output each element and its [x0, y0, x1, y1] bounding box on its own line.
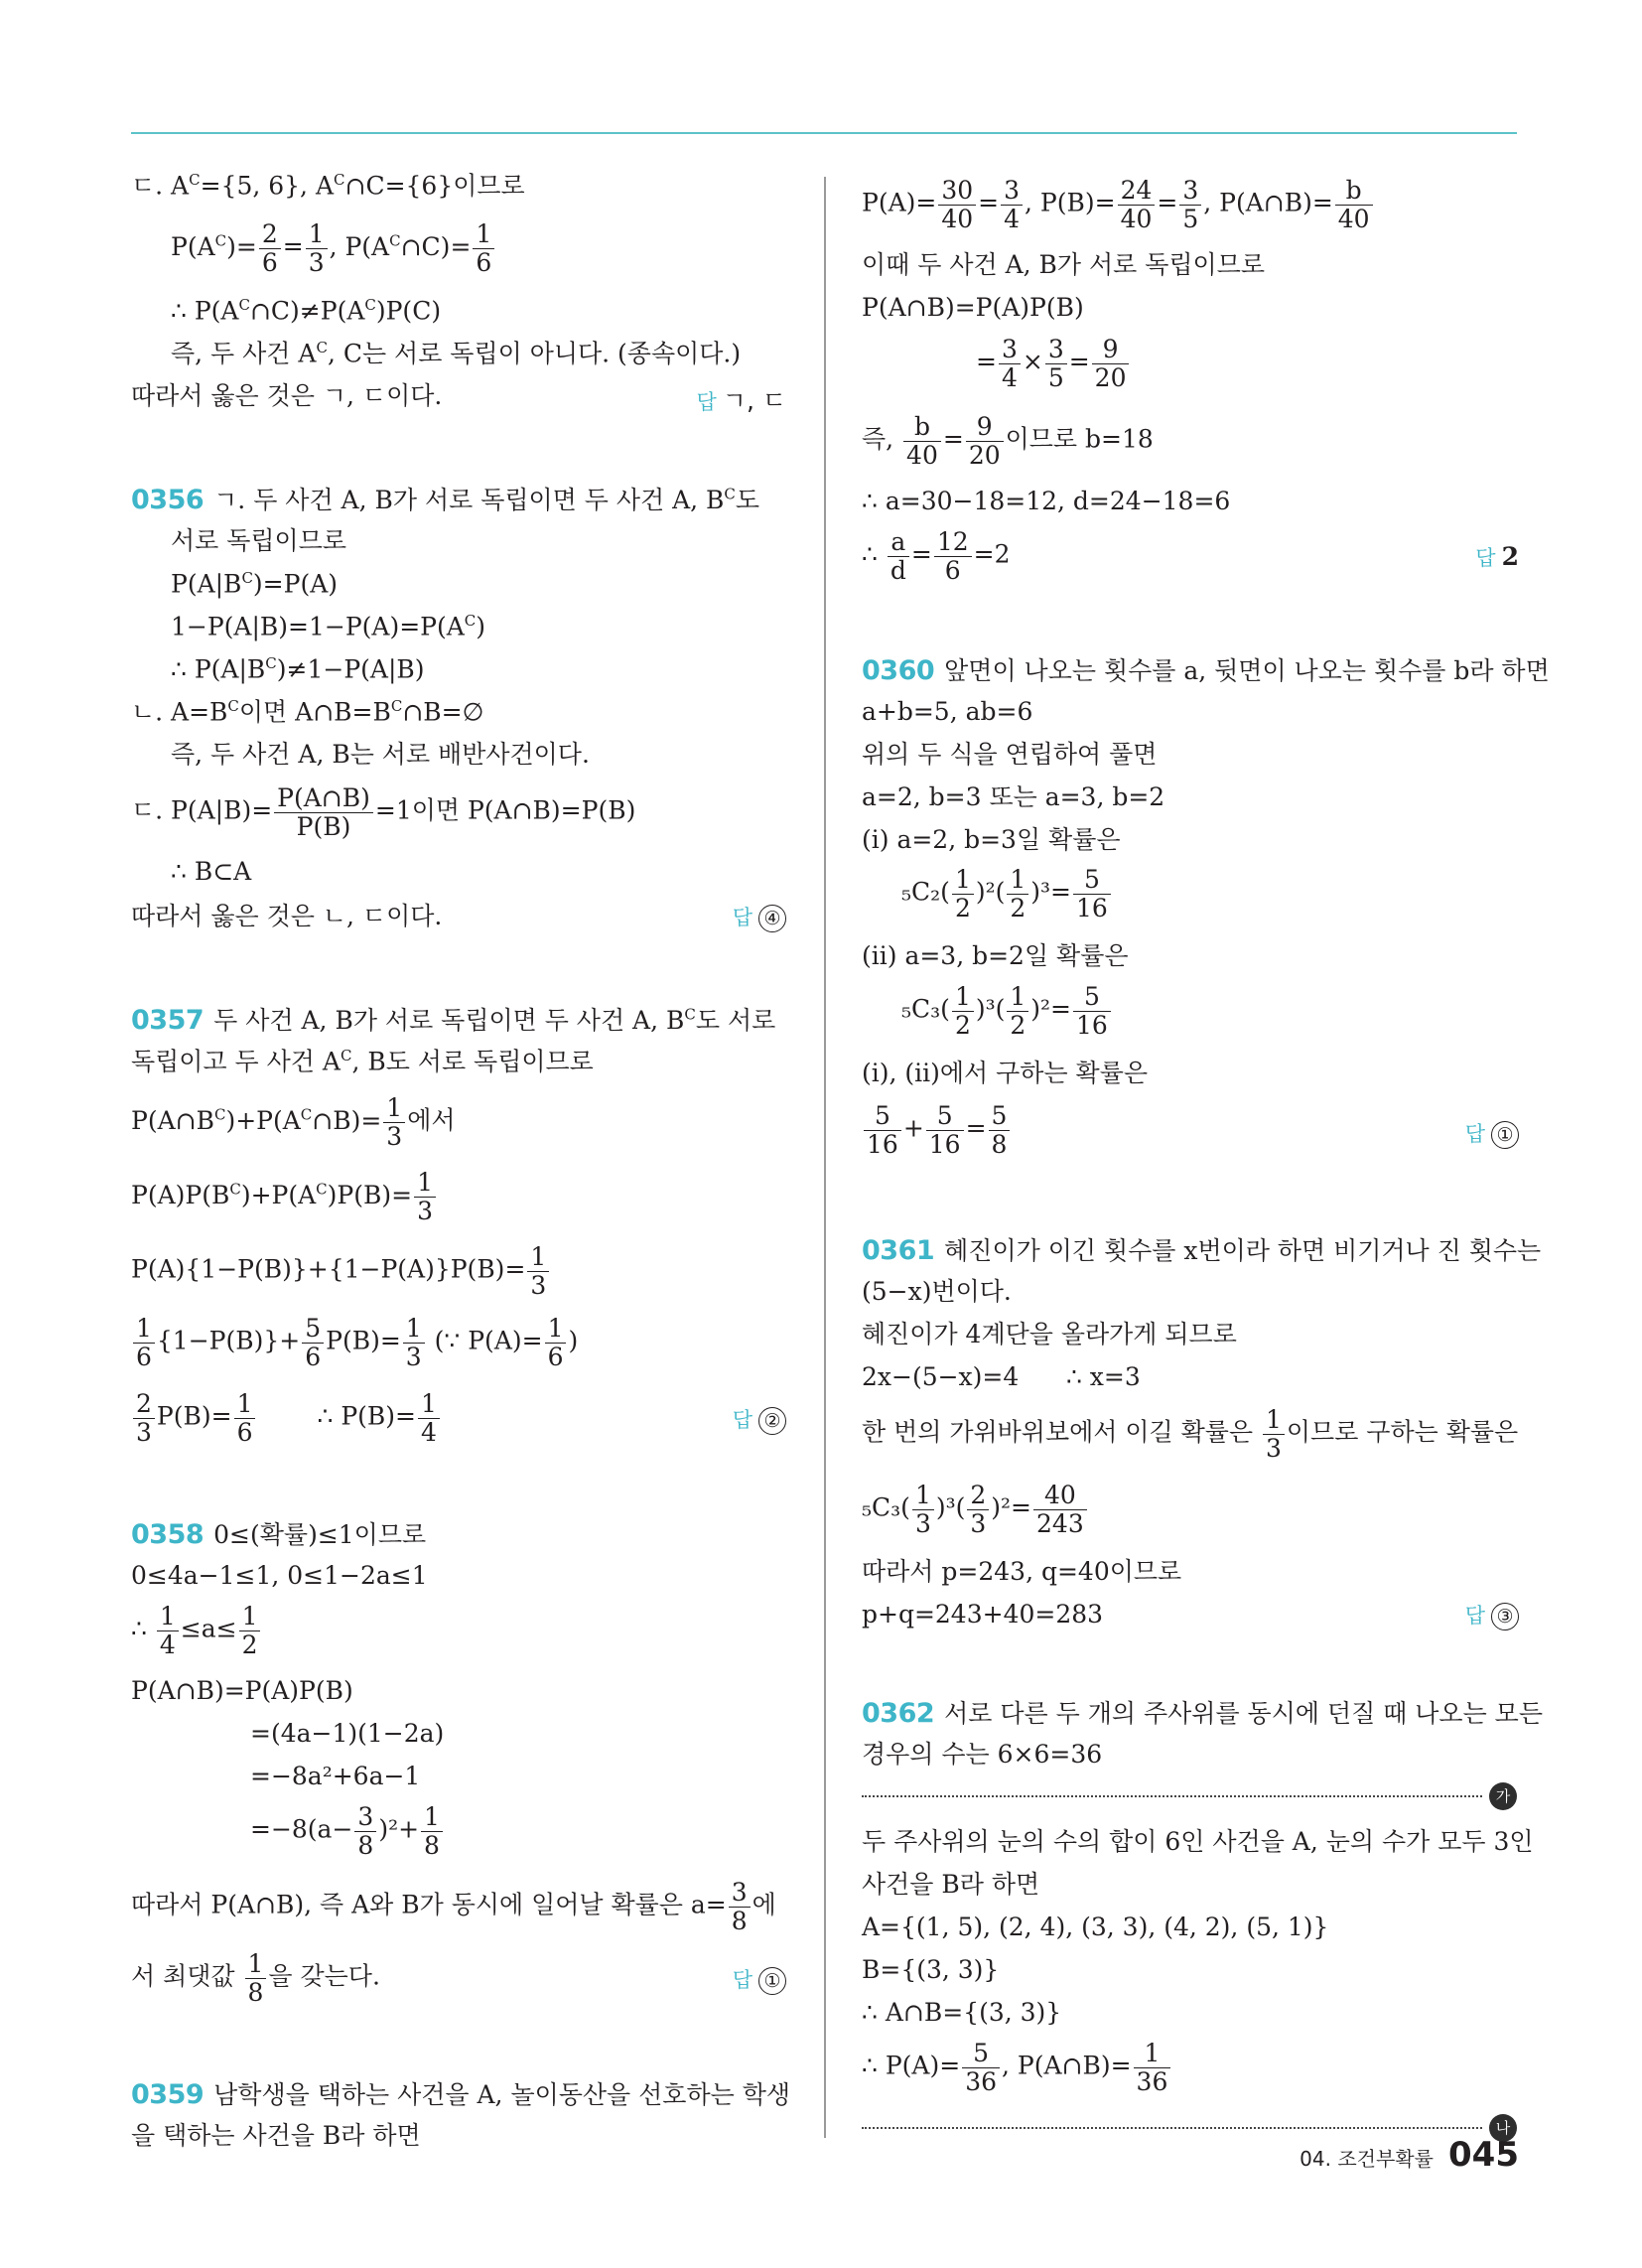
formula-line: $\frac{1}{6}$ {1−P(B)}+ $\frac{5}{6}$ P(B)= $\frac{1}{3}$ (∵ P(A)= $\frac{1}{6}$ ): [131, 1315, 578, 1370]
text-line: 2x−(5−x)=4 ∴ x=3: [862, 1362, 1141, 1391]
problem-0358-heading: 0358 0≤(확률)≤1이므로: [131, 1519, 427, 1550]
answer: 답 ①: [733, 1964, 786, 1995]
text-line: P(A∩B)=P(A)P(B): [131, 1676, 353, 1705]
formula-line: ∴ $\frac{a}{d}$ = $\frac{12}{6}$ =2: [862, 527, 1011, 585]
text-line: p+q=243+40=283: [862, 1600, 1104, 1629]
text-line: P(A∩B)=P(A)P(B): [862, 293, 1084, 322]
text-line: 을 택하는 사건을 B라 하면: [131, 2121, 421, 2150]
text-line: =(4a−1)(1−2a): [250, 1719, 445, 1748]
formula-line: 서 최댓값 $\frac{1}{8}$ 을 갖는다.: [131, 1949, 380, 2007]
formula-line: =−8(a− $\frac{3}{8}$ )²+ $\frac{1}{8}$: [131, 1803, 445, 1859]
formula-line: ∴ $\frac{1}{4}$ ≤a≤ $\frac{1}{2}$: [131, 1603, 262, 1658]
text-line: 두 주사위의 눈의 수의 합이 6인 사건을 A, 눈의 수가 모두 3인: [862, 1827, 1534, 1856]
text-line: (ⅱ) a=3, b=2일 확률은: [862, 941, 1129, 970]
answer: 답 2: [1475, 542, 1519, 571]
step-marker: 나: [1489, 2114, 1517, 2142]
answer: 답 ④: [733, 902, 786, 932]
formula-line: ₅C₂( $\frac{1}{2}$ )²( $\frac{1}{2}$ )³= $\frac{5}{16}$: [862, 866, 1113, 921]
text-line: 0≤4a−1≤1, 0≤1−2a≤1: [131, 1561, 428, 1590]
problem-0359-heading: 0359 남학생을 택하는 사건을 A, 놀이동산을 선호하는 학생: [131, 2079, 790, 2110]
text-line: 즉, 두 사건 $A^C$, C는 서로 독립이 아니다. (종속이다.): [171, 339, 742, 368]
text-line: 따라서 옳은 것은 ㄴ, ㄷ이다.: [131, 902, 443, 930]
step-marker: 가: [1489, 1782, 1517, 1810]
text-line: ∴ a=30−18=12, d=24−18=6: [862, 487, 1231, 515]
formula-line: $\frac{2}{3}$ P(B)= $\frac{1}{6}$ ∴ P(B)= $\frac{1}{4}$: [131, 1390, 442, 1446]
answer: 답 ③: [1465, 1600, 1519, 1630]
formula-line: ₅C₃( $\frac{1}{3}$ )³( $\frac{2}{3}$ )²= $\frac{40}{243}$: [862, 1482, 1089, 1537]
problem-0356-heading: 0356 ㄱ. 두 사건 A, B가 서로 독립이면 두 사건 A, $B^C$도: [131, 485, 760, 515]
text-line: $1-P(A|B)=1-P(A)=P(A^C)$: [171, 612, 486, 641]
answer: 답 ㄱ, ㄷ: [696, 386, 786, 415]
text-line: ㄷ. $A^C=\{5$, 6}, $A^C\cap C=\{6\}$이므로: [131, 171, 525, 201]
dotted-separator: [862, 2127, 1482, 2129]
formula-line: $P(A\cap B^C)+P(A^C\cap B)=$ $\frac{1}{3}$ 에서: [131, 1093, 456, 1151]
text-line: ∴ B⊂A: [171, 857, 252, 886]
formula-line: $\frac{5}{16}$ + $\frac{5}{16}$ = $\frac{5}{8}$: [862, 1102, 1012, 1158]
text-line: 독립이고 두 사건 $A^C$, B도 서로 독립이므로: [131, 1047, 594, 1076]
text-line: $P(A|B^C)=P(A)$: [171, 569, 339, 599]
formula-line: ㄷ. P(A|B)= $\frac{P(A\cap B)}{P(B)}$ =1이면 P(A∩B)=P(B): [131, 783, 636, 841]
problem-0362-heading: 0362 서로 다른 두 개의 주사위를 동시에 던질 때 나오는 모든: [862, 1698, 1543, 1729]
text-line: 따라서 p=243, q=40이므로: [862, 1557, 1182, 1586]
text-line: 위의 두 식을 연립하여 풀면: [862, 740, 1158, 769]
answer: 답 ①: [1465, 1118, 1519, 1149]
problem-0357-heading: 0357 두 사건 A, B가 서로 독립이면 두 사건 A, $B^C$도 서로: [131, 1005, 776, 1036]
text-line: =−8a²+6a−1: [250, 1762, 421, 1790]
formula-line: 한 번의 가위바위보에서 이길 확률은 $\frac{1}{3}$ 이므로 구하는 확률은: [862, 1405, 1519, 1463]
problem-0360-heading: 0360 앞면이 나오는 횟수를 a, 뒷면이 나오는 횟수를 b라 하면: [862, 655, 1550, 686]
text-line: ∴ $P(A^C\cap C)\ne P(A^C)P(C)$: [171, 296, 442, 326]
text-line: (5−x)번이다.: [862, 1277, 1012, 1306]
text-line: 따라서 옳은 것은 ㄱ, ㄷ이다.: [131, 381, 443, 410]
text-line: 서로 독립이므로: [171, 526, 346, 555]
dotted-separator: [862, 1795, 1482, 1797]
formula-line: $P(A^C)=$ $\frac{2}{6}$ = $\frac{1}{3}$ , $P(A^C\cap C)=$ $\frac{1}{6}$: [131, 220, 496, 276]
formula-line: 따라서 P(A∩B), 즉 A와 B가 동시에 일어날 확률은 a= $\frac{3}{8}$ 에: [131, 1878, 776, 1935]
formula-line: = $\frac{3}{4}$ × $\frac{3}{5}$ = $\frac{9}{20}$: [862, 336, 1131, 391]
formula-line: $P(A)P(B^C)+P(A^C)P(B)=$ $\frac{1}{3}$: [131, 1169, 438, 1224]
page-footer: [1300, 2135, 1519, 2175]
problem-0361-heading: 0361 혜진이가 이긴 횟수를 x번이라 하면 비기거나 진 횟수는: [862, 1235, 1542, 1266]
text-line: A={(1, 5), (2, 4), (3, 3), (4, 2), (5, 1)}: [862, 1913, 1329, 1941]
text-line: a=2, b=3 또는 a=3, b=2: [862, 782, 1165, 811]
text-line: ㄴ. $A=B^C$이면 $A\cap B=B^C\cap B=\emptyset$: [131, 697, 484, 727]
page-number: 045: [1448, 2135, 1519, 2175]
formula-line: ₅C₃( $\frac{1}{2}$ )³( $\frac{1}{2}$ )²= $\frac{5}{16}$: [862, 983, 1113, 1039]
answer: 답 ②: [733, 1404, 786, 1435]
formula-line: ∴ P(A)= $\frac{5}{36}$ , P(A∩B)= $\frac{1}{36}$: [862, 2040, 1172, 2095]
text-line: 경우의 수는 6×6=36: [862, 1740, 1103, 1769]
text-line: 혜진이가 4계단을 올라가게 되므로: [862, 1320, 1237, 1348]
formula-line: P(A)= $\frac{30}{40}$ = $\frac{3}{4}$ , P(B)= $\frac{24}{40}$ = $\frac{3}{5}$ , P(A∩B)= $\frac{b}{40}$: [862, 177, 1375, 232]
formula-line: 즉, $\frac{b}{40}$ = $\frac{9}{20}$ 이므로 b=18: [862, 412, 1154, 470]
text-line: ∴ $P(A|B^C)\ne 1-P(A|B)$: [171, 654, 425, 684]
text-line: (ⅰ) a=2, b=3일 확률은: [862, 825, 1121, 854]
text-line: 즉, 두 사건 A, B는 서로 배반사건이다.: [171, 740, 590, 769]
top-rule: [131, 132, 1517, 134]
chapter-title: 04. 조건부확률: [1300, 2147, 1434, 2171]
text-line: 이때 두 사건 A, B가 서로 독립이므로: [862, 250, 1266, 279]
text-line: (ⅰ), (ⅱ)에서 구하는 확률은: [862, 1059, 1148, 1087]
text-line: ∴ A∩B={(3, 3)}: [862, 1998, 1062, 2027]
text-line: B={(3, 3)}: [862, 1955, 1000, 1984]
text-line: 사건을 B라 하면: [862, 1870, 1040, 1899]
text-line: a+b=5, ab=6: [862, 697, 1033, 726]
formula-line: P(A){1−P(B)}+{1−P(A)}P(B)= $\frac{1}{3}$: [131, 1243, 551, 1299]
column-divider: [824, 177, 826, 2138]
